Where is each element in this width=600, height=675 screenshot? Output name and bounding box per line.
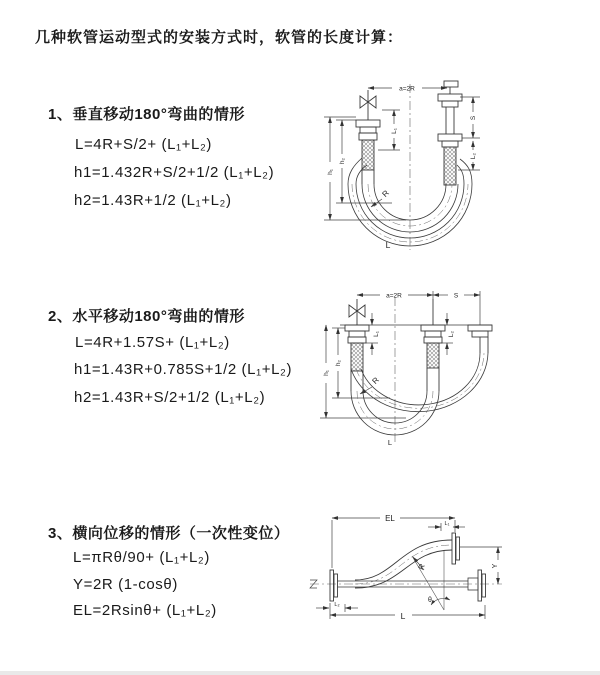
d3-label-el: EL xyxy=(385,514,395,523)
d1-label-s: S xyxy=(470,115,477,121)
d3-label-y: Y xyxy=(492,563,499,569)
section-1-heading: 1、垂直移动180°弯曲的情形 xyxy=(48,106,245,123)
page-title: 几种软管运动型式的安装方式时，软管的长度计算： xyxy=(35,29,404,46)
section-2-formula-h1: h1=1.43R+0.785S+1/2 (L₁+L₂) xyxy=(74,361,293,378)
d2-label-l1: L₁ xyxy=(373,331,380,337)
d3-label-l1: L₁ xyxy=(444,521,450,527)
d1-label-l2: L₂ xyxy=(470,152,477,160)
d1-label-l1: L₁ xyxy=(391,128,398,134)
section-1-formula-h1: h1=1.432R+S/2+1/2 (L₁+L₂) xyxy=(74,164,275,181)
d1-label-h2: h₂ xyxy=(339,157,346,165)
d1-dimensions xyxy=(324,85,480,220)
d2-label-l2: L₂ xyxy=(448,330,455,338)
d3-dimension-labels xyxy=(334,514,499,621)
d2-label-r: R xyxy=(370,375,381,386)
section-3-formula-y: Y=2R (1-cosθ) xyxy=(73,576,178,593)
d3-label-theta: θ xyxy=(428,597,432,604)
d1-label-r: R xyxy=(380,188,391,199)
d1-valve-icon xyxy=(360,90,376,120)
d1-right-pipe-fitting xyxy=(438,81,462,185)
section-2-formula-l: L=4R+1.57S+ (L₁+L₂) xyxy=(75,334,230,351)
d2-hose-arcs xyxy=(351,353,488,435)
diagram-horizontal-180-bend xyxy=(310,283,510,455)
d1-label-a2r: a=2R xyxy=(399,85,415,93)
section-3-formula-el: EL=2Rsinθ+ (L₁+L₂) xyxy=(73,602,217,619)
d2-dimensions xyxy=(320,291,480,418)
d2-label-a2r: a=2R xyxy=(386,292,402,300)
d3-left-flange xyxy=(330,570,338,601)
d2-label-h1: h₁ xyxy=(323,370,330,376)
section-3-formula-l: L=πRθ/90+ (L₁+L₂) xyxy=(73,549,210,566)
d3-label-l2: L₂ xyxy=(334,602,340,608)
diagram-vertical-180-bend xyxy=(310,72,510,258)
diagram-lateral-displacement xyxy=(300,510,510,630)
d2-dimension-labels xyxy=(323,293,459,448)
d3-raised-flange xyxy=(452,533,460,564)
d1-label-h1: h₁ xyxy=(327,169,334,175)
d2-right-pipe-fitting xyxy=(468,325,492,353)
section-3-heading: 3、横向位移的情形（一次性变位） xyxy=(48,525,290,542)
d2-label-s: S xyxy=(453,292,459,300)
d1-label-l-bottom: L xyxy=(385,240,391,250)
d2-label-l-bottom: L xyxy=(387,438,393,447)
section-1-formula-l: L=4R+S/2+ (L₁+L₂) xyxy=(75,136,212,153)
d2-valve-icon xyxy=(349,299,365,325)
d3-right-flange xyxy=(478,570,486,601)
section-2-formula-h2: h2=1.43R+S/2+1/2 (L₁+L₂) xyxy=(74,389,266,406)
d2-label-h2: h₂ xyxy=(335,359,342,367)
d3-label-l-bottom: L xyxy=(400,611,406,621)
d1-left-pipe-fitting xyxy=(356,120,380,184)
d3-dimensions xyxy=(316,518,502,619)
d3-label-r: R xyxy=(416,562,427,572)
d2-middle-pipe-fitting xyxy=(421,299,445,391)
section-2-heading: 2、水平移动180°弯曲的情形 xyxy=(48,308,245,325)
page-bottom-edge xyxy=(0,671,600,675)
section-1-formula-h2: h2=1.43R+1/2 (L₁+L₂) xyxy=(74,192,232,209)
